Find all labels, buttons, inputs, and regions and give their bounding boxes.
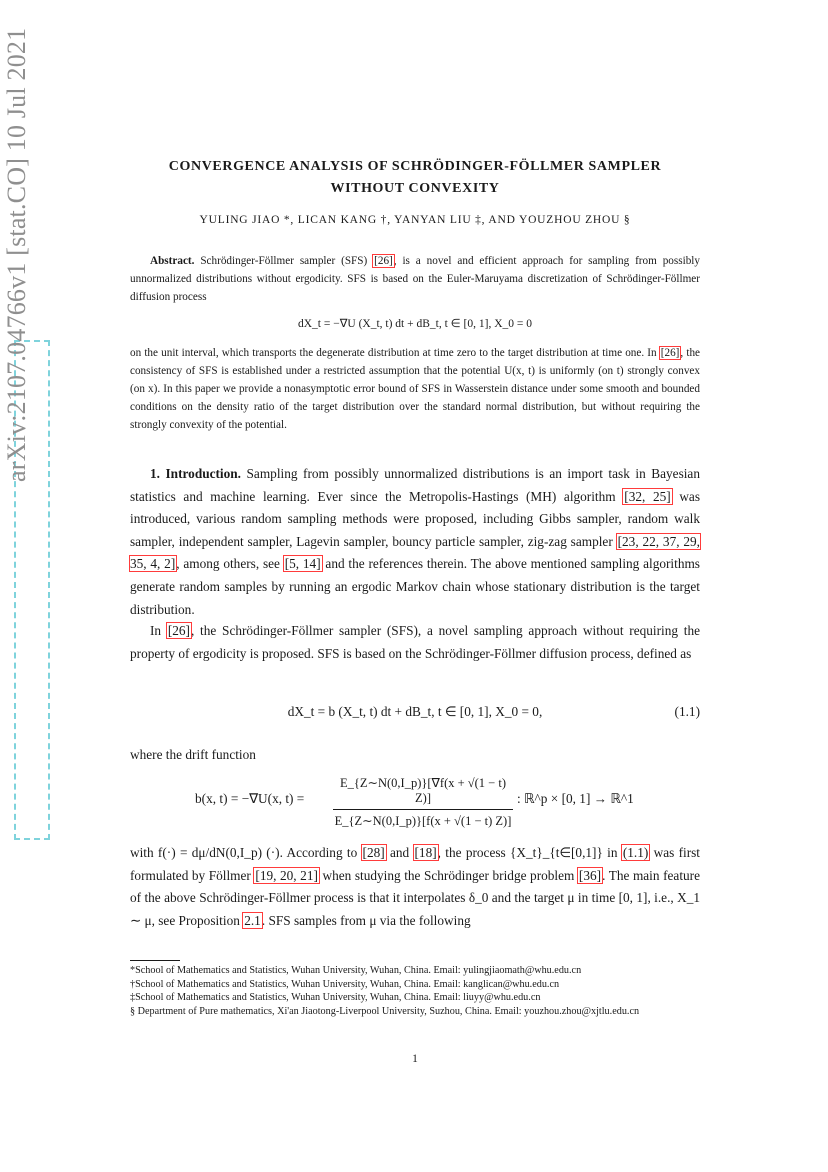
arxiv-identifier[interactable]: arXiv:2107.04766v1 [stat.CO] 10 Jul 2021 [2,27,31,482]
citation-link[interactable]: [26] [374,255,393,267]
equation-body: dX_t = b (X_t, t) dt + dB_t, t ∈ [0, 1], X_0 = 0, [287,704,543,719]
equation-1-1 [130,704,700,728]
body-text: , among others, see [176,556,284,572]
citation-link[interactable]: [26] [167,623,190,638]
footnotes [130,964,700,1018]
citation-link[interactable]: [18] [414,845,437,860]
intro-paragraph-1 [130,463,700,621]
equation-number: (1.1) [674,704,700,719]
body-text: was introduced, various random sampling methods were proposed, including Gibbs sampler, random walk sampler, independent sampler, Lagevin sampler, bouncy particle sampler, zig-zag sampler [130,488,701,549]
footnote-4: § Department of Pure mathematics, Xi'an Jiaotong-Liverpool University, Suzhou, China. Email: youzhou.zhou@xjtlu.edu.cn [130,1005,640,1017]
abstract-equation: dX_t = −∇U (X_t, t) dt + dB_t, t ∈ [0, 1], X_0 = 0 [297,318,533,330]
citation-link[interactable]: [23, 22, 37, 29, 35, 4, 2] [130,533,700,572]
abstract-label: Abstract. [150,255,195,267]
footnote-rule [130,960,180,961]
proposition-link[interactable]: 2.1 [244,912,261,928]
footnote-3: ‡School of Mathematics and Statistics, Wuhan University, Wuhan, China. Email: liuyy@whu.edu.cn [130,992,541,1004]
citation-link[interactable]: [5, 14] [284,556,321,572]
abstract-paragraph-1 [130,252,700,306]
intro-paragraph-3 [130,842,700,932]
body-text: when studying the Schrödinger bridge problem [318,867,578,883]
citation-link[interactable]: [26] [660,347,680,359]
body-text: . The main feature of the above Schrödinger-Föllmer process is that it interpolates δ_0 and the target μ in time [0, 1], i.e., X_1 ∼ μ, see Proposition [130,867,700,928]
citation-link[interactable]: [19, 20, 21] [255,867,318,883]
page-number: 1 [412,1053,418,1065]
body-text: , the Schrödinger-Föllmer sampler (SFS), a novel sampling approach without requiring the property of ergodicity is proposed. SFS is based on the Schrödinger-Föllmer diffusion process, defined as [130,623,700,661]
body-text: was first formulated by Föllmer [130,845,700,883]
body-text: with f(·) = dμ/dN(0,I_p) (·). According to [130,845,362,860]
drift-equation-rhs: : ℝ^p × [0, 1] → ℝ^1 [517,791,634,806]
drift-denominator: E_{Z∼N(0,I_p)}[f(x + √(1 − t) Z)] [334,814,512,828]
drift-intro-text: where the drift function [130,747,256,762]
drift-equation [195,775,655,828]
title-line-2: WITHOUT CONVEXITY [330,181,500,196]
drift-equation-lhs: b(x, t) = −∇U(x, t) = [195,791,305,806]
abstract-text: , is a novel and efficient approach for sampling from possibly unnormalized distributions without ergodicity. SFS is based on the Euler-Maruyama discretization of Schrödinger-Föllmer diffusion process [130,255,701,303]
drift-numerator: E_{Z∼N(0,I_p)}[∇f(x + √(1 − t) Z)] [333,775,513,810]
paper-title [130,156,700,200]
citation-link[interactable]: [32, 25] [624,488,671,504]
equation-link[interactable]: (1.1) [622,845,649,860]
title-line-1: CONVERGENCE ANALYSIS OF SCHRÖDINGER-FÖLLMER SAMPLER [168,159,662,174]
section-heading: 1. Introduction. [150,466,241,481]
body-text: . SFS samples from μ via the following [261,912,471,928]
abstract-text: Schrödinger-Föllmer sampler (SFS) [194,255,374,267]
footnote-2: †School of Mathematics and Statistics, Wuhan University, Wuhan, China. Email: kanglican@whu.edu.cn [130,978,560,990]
footnote-1: *School of Mathematics and Statistics, Wuhan University, Wuhan, China. Email: yulingjiaomath@whu.edu.cn [130,965,582,976]
abstract-text: on the unit interval, which transports the degenerate distribution at time zero to the target distribution at time one. In [130,347,660,359]
citation-link[interactable]: [36] [578,867,602,883]
body-text: In [150,623,167,638]
body-text: and [385,845,414,860]
body-text: and the references therein. The above mentioned sampling algorithms generate random samples by running an ergodic Markov chain whose stationary distribution is the target distribution. [130,556,700,617]
body-text: , the process {X_t}_{t∈[0,1]} in [437,845,622,860]
abstract-paragraph-2 [130,344,700,434]
body-text: Sampling from possibly unnormalized distributions is an import task in Bayesian statistics and machine learning. Ever since the Metropolis-Hastings (MH) algorithm [130,466,700,504]
intro-paragraph-2 [130,620,700,665]
abstract-text: , the consistency of SFS is established under a restricted assumption that the potential U(x, t) is uniformly (on t) strongly convex (on x). In this paper we provide a nonasymptotic error bound of SFS in Wasserstein distance under some smooth and bounded conditions on the density ratio of the target distribution over the standard normal distribution, but without requiring the strongly convexity of the potential. [130,347,701,431]
citation-link[interactable]: [28] [362,845,385,860]
drift-fraction [333,775,513,829]
author-list: YULING JIAO *, LICAN KANG †, YANYAN LIU ‡, AND YOUZHOU ZHOU § [199,214,631,226]
